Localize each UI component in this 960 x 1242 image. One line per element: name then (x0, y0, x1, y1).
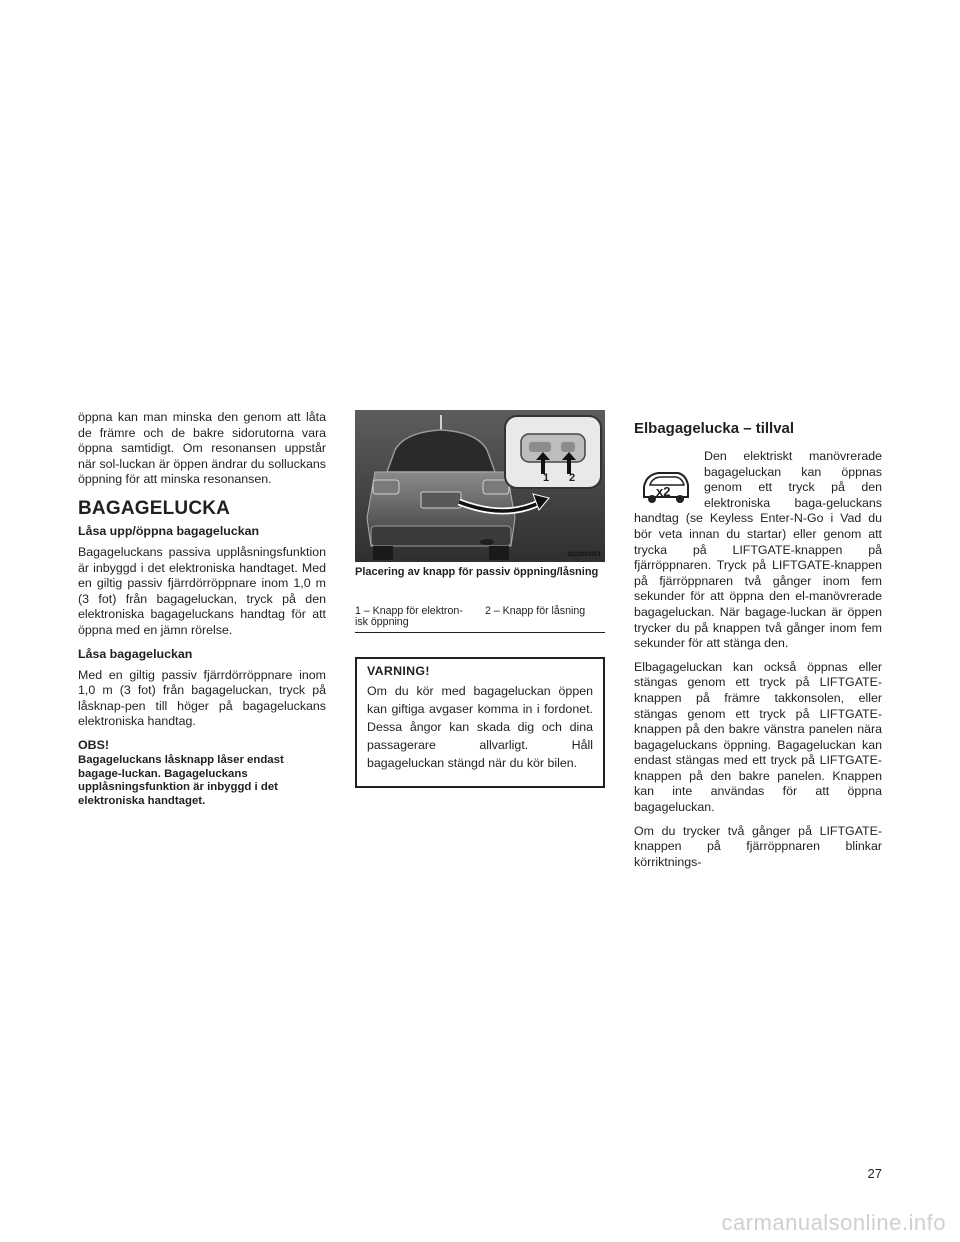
warning-box (355, 657, 605, 788)
figure-caption: Placering av knapp för passiv öppning/låsning (355, 566, 599, 578)
unlock-paragraph: Bagageluckans passiva upplåsningsfunktion är inbyggd i det elektroniska handtaget. Med en giltig passiv fjärrdörröppnare inom 1,0 m (3 fot) från bagageluckan, tryck på den elektroniska bagageluckans handtag för att öppna med en jämn rörelse. (78, 544, 326, 637)
legend-item-1: 1 – Knapp för elektron-isk öppning (355, 605, 463, 628)
left-column (78, 410, 326, 808)
liftgate-figure (355, 410, 605, 562)
note-text: Bagageluckans låsknapp låser endast bagage-luckan. Bagageluckans upplåsningsfunktion är inbyggd i det elektroniska handtaget. (78, 753, 284, 807)
warning-title: VARNING! (367, 664, 430, 678)
power-liftgate-paragraph-2: Elbagageluckan kan också öppnas eller stängas genom ett tryck på LIFTGATE-knappen på främre takkonsolen, eller stängas genom ett tryck på LIFTGATE-knappen på den bakre vänstra panelen nära bagageluckans öppning. Bagageluckan kan endast stängas med ett tryck på LIFTGATE-knappen på den bakre panelen. Knappen kan inte användas för att öppna bagageluckan. (634, 659, 882, 815)
watermark: carmanualsonline.info (721, 1210, 946, 1235)
note-label: OBS! (78, 737, 109, 752)
x2-label: x2 (656, 484, 671, 499)
unlock-heading: Låsa upp/öppna bagageluckan (78, 523, 260, 538)
key-fob-x2-icon (638, 463, 694, 507)
right-column (634, 410, 882, 878)
figure-label-1: 1 (543, 472, 550, 484)
legend-item-2: 2 – Knapp för låsning (485, 605, 586, 617)
page-number: 27 (867, 1166, 882, 1181)
lock-heading: Låsa bagageluckan (78, 646, 193, 661)
figure-legend (355, 606, 605, 633)
lock-paragraph: Med en giltig passiv fjärrdörröppnare inom 1,0 m (3 fot) från bagageluckan, tryck på låsknap-pen till höger på bagageluckans elektroniska handtag. (78, 667, 326, 729)
middle-column (355, 410, 605, 788)
vehicle-rear-illustration (355, 410, 605, 562)
power-liftgate-paragraph-3: Om du trycker två gånger på LIFTGATE-knappen på fjärröppnaren blinkar körriktnings- (634, 823, 882, 869)
figure-label-2: 2 (569, 472, 576, 484)
section-title: BAGAGELUCKA (78, 497, 231, 519)
power-liftgate-intro (634, 449, 882, 652)
power-liftgate-heading: Elbagagelucka – tillval (634, 420, 795, 437)
figure-code: 0222003451 (567, 552, 601, 558)
warning-text: Om du kör med bagageluckan öppen kan giftiga avgaser komma in i fordonet. Dessa ångor kan skada dig och dina passagerare allvarligt. Håll bagageluckan stängd när du kör bilen. (367, 684, 593, 770)
intro-paragraph: öppna kan man minska den genom att låta de främre och de bakre sidorutorna vara öppna samtidigt. Om resonansen uppstår när sol-luckan är öppen ändrar du solluckans öppning för att minska resonansen. (78, 410, 326, 487)
power-liftgate-paragraph-1: Den elektriskt manövrerade bagageluckan kan öppnas genom ett tryck på den elektroniska baga-geluckans handtag (se Keyless Enter-N-Go i Vad du bör veta innan du startar) eller genom att trycka på LIFTGATE-knappen på fjärröppnaren. Tryck på LIFTGATE-knappen på fjärröppnaren två gånger inom fem sekunder för att öppna den el-manövrerade bagageluckan. När bagage-luckan är öppen trycker du på knappen två gånger inom fem sekunder för att stänga den. (634, 449, 882, 651)
